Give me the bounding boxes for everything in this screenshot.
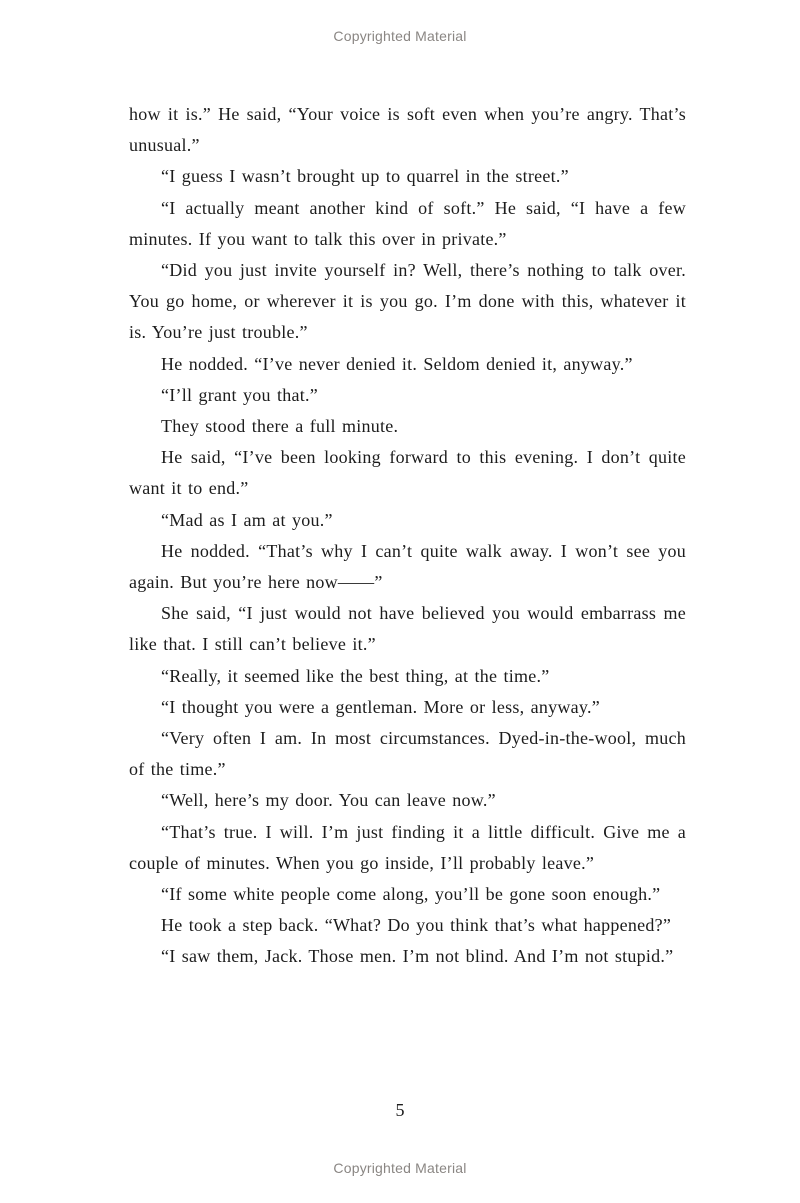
paragraph: “Mad as I am at you.” — [161, 509, 333, 530]
copyright-notice-top: Copyrighted Material — [333, 28, 467, 44]
page-text — [129, 99, 686, 973]
paragraph: “Did you just invite yourself in? Well, there’s nothing to talk over. You go home, or wherever it is you go. I’m done with this, whatever it is. You’re just trouble.” — [129, 260, 686, 343]
paragraph: “Very often I am. In most circumstances. Dyed-in-the-wool, much of the time.” — [129, 728, 686, 780]
paragraph: “I’ll grant you that.” — [161, 384, 318, 405]
paragraph: how it is.” He said, “Your voice is soft even when you’re angry. That’s unusual.” — [129, 104, 686, 156]
paragraph: “I thought you were a gentleman. More or less, anyway.” — [161, 696, 600, 717]
paragraph: They stood there a full minute. — [161, 416, 399, 437]
paragraph: He nodded. “That’s why I can’t quite walk away. I won’t see you again. But you’re here now——” — [129, 540, 686, 593]
paragraph: “Really, it seemed like the best thing, at the time.” — [161, 665, 550, 686]
paragraph: “I actually meant another kind of soft.” He said, “I have a few minutes. If you want to talk this over in private.” — [129, 197, 686, 249]
paragraph: “I saw them, Jack. Those men. I’m not blind. And I’m not stupid.” — [161, 946, 674, 967]
copyright-notice-bottom: Copyrighted Material — [333, 1160, 467, 1176]
paragraph: He nodded. “I’ve never denied it. Seldom denied it, anyway.” — [161, 353, 633, 374]
paragraph: “That’s true. I will. I’m just finding it a little difficult. Give me a couple of minutes. When you go inside, I’ll probably leave.” — [129, 821, 686, 873]
paragraph: “Well, here’s my door. You can leave now.” — [161, 790, 496, 811]
paragraph: She said, “I just would not have believed you would embarrass me like that. I still can’t believe it.” — [129, 603, 686, 655]
paragraph: “I guess I wasn’t brought up to quarrel in the street.” — [161, 166, 569, 187]
page-number: 5 — [395, 1100, 405, 1120]
paragraph: He said, “I’ve been looking forward to this evening. I don’t quite want it to end.” — [129, 447, 686, 499]
paragraph: He took a step back. “What? Do you think that’s what happened?” — [161, 915, 672, 936]
paragraph: “If some white people come along, you’ll be gone soon enough.” — [161, 884, 661, 905]
